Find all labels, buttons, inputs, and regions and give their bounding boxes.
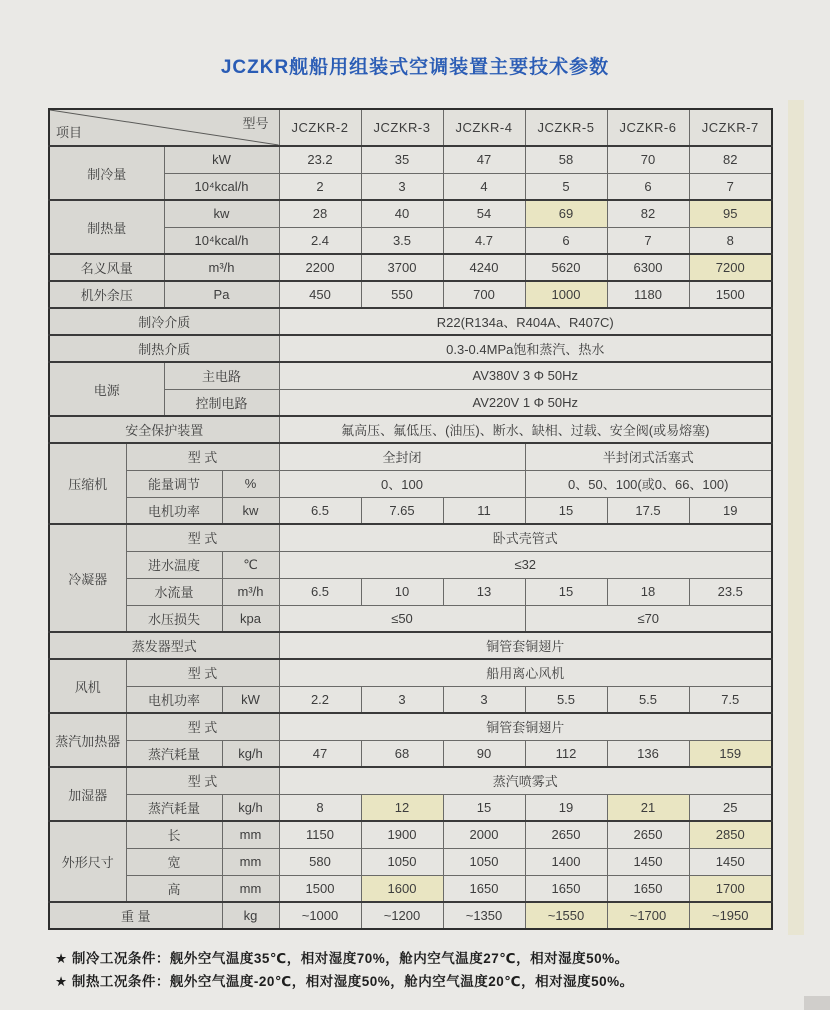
value-cell: 1400 [525, 848, 607, 875]
value-cell: 6 [607, 173, 689, 200]
value-cell: 1050 [361, 848, 443, 875]
row-label-cell: 高 [126, 875, 222, 902]
unit-cell: kw [222, 497, 279, 524]
value-cell: 4 [443, 173, 525, 200]
row-label-cell: 水压损失 [126, 605, 222, 632]
row-label-cell: 蒸汽耗量 [126, 740, 222, 767]
value-cell: ~1350 [443, 902, 525, 929]
table-row [49, 821, 772, 848]
model-header: JCZKR-3 [361, 109, 443, 146]
spec-table [48, 108, 773, 930]
value-cell: 8 [689, 227, 772, 254]
spec-table-body [49, 146, 772, 929]
value-cell: 1650 [443, 875, 525, 902]
model-header-row [49, 109, 772, 146]
row-label-cell: 电源 [49, 362, 164, 416]
value-cell: 35 [361, 146, 443, 173]
table-row [49, 740, 772, 767]
value-cell: 6.5 [279, 578, 361, 605]
row-label-cell: 蒸汽耗量 [126, 794, 222, 821]
value-cell: 69 [525, 200, 607, 227]
model-header: JCZKR-4 [443, 109, 525, 146]
value-cell: 12 [361, 794, 443, 821]
row-label-cell: 制热量 [49, 200, 164, 254]
value-cell: 5620 [525, 254, 607, 281]
value-cell: 2850 [689, 821, 772, 848]
value-cell: 7200 [689, 254, 772, 281]
model-header: JCZKR-7 [689, 109, 772, 146]
value-cell: 蒸汽喷雾式 [279, 767, 772, 794]
row-label-cell: 重 量 [49, 902, 222, 929]
table-row [49, 524, 772, 551]
value-cell: 95 [689, 200, 772, 227]
unit-cell: kW [164, 146, 279, 173]
table-row [49, 254, 772, 281]
value-cell: 70 [607, 146, 689, 173]
value-cell: 68 [361, 740, 443, 767]
value-cell: 47 [443, 146, 525, 173]
value-cell: 450 [279, 281, 361, 308]
model-header: JCZKR-2 [279, 109, 361, 146]
unit-cell: mm [222, 875, 279, 902]
value-cell: 3.5 [361, 227, 443, 254]
unit-cell: kg/h [222, 740, 279, 767]
scan-artifact-corner [804, 996, 830, 1010]
table-row [49, 875, 772, 902]
table-row [49, 632, 772, 659]
table-row [49, 902, 772, 929]
footnote-heating-condition: ★ 制热工况条件：舰外空气温度-20℃，相对湿度50%，舱内空气温度20℃，相对湿度50%。 [55, 974, 634, 989]
value-cell: 3 [361, 173, 443, 200]
row-label-cell: 控制电路 [164, 389, 279, 416]
unit-cell: mm [222, 848, 279, 875]
value-cell: 7.5 [689, 686, 772, 713]
value-cell: 1500 [689, 281, 772, 308]
value-cell: 1450 [689, 848, 772, 875]
table-row [49, 713, 772, 740]
value-cell: 1650 [525, 875, 607, 902]
value-cell: 17.5 [607, 497, 689, 524]
row-label-cell: 压缩机 [49, 443, 126, 524]
row-label-cell: 电机功率 [126, 686, 222, 713]
value-cell: 21 [607, 794, 689, 821]
value-cell: 136 [607, 740, 689, 767]
value-cell: 580 [279, 848, 361, 875]
table-row [49, 848, 772, 875]
value-cell: ≤32 [279, 551, 772, 578]
value-cell: R22(R134a、R404A、R407C) [279, 308, 772, 335]
value-cell: 0、50、100(或0、66、100) [525, 470, 772, 497]
value-cell: 1500 [279, 875, 361, 902]
table-row [49, 281, 772, 308]
value-cell: 2 [279, 173, 361, 200]
value-cell: 1050 [443, 848, 525, 875]
table-row [49, 605, 772, 632]
unit-cell: % [222, 470, 279, 497]
value-cell: 5.5 [525, 686, 607, 713]
footnote-cooling-condition: ★ 制冷工况条件：舰外空气温度35℃，相对湿度70%，舱内空气温度27℃，相对湿度50%。 [55, 951, 629, 966]
value-cell: AV380V 3 Φ 50Hz [279, 362, 772, 389]
table-row [49, 767, 772, 794]
table-row [49, 200, 772, 227]
corner-item-label: 项目 [56, 125, 83, 140]
table-row [49, 146, 772, 173]
value-cell: 15 [525, 578, 607, 605]
value-cell: 4240 [443, 254, 525, 281]
value-cell: 40 [361, 200, 443, 227]
value-cell: 卧式壳管式 [279, 524, 772, 551]
value-cell: 7 [689, 173, 772, 200]
value-cell: 8 [279, 794, 361, 821]
unit-cell: kg/h [222, 794, 279, 821]
value-cell: 15 [443, 794, 525, 821]
value-cell: 6300 [607, 254, 689, 281]
value-cell: 2.4 [279, 227, 361, 254]
value-cell: 1700 [689, 875, 772, 902]
value-cell: 2.2 [279, 686, 361, 713]
row-label-cell: 长 [126, 821, 222, 848]
value-cell: 700 [443, 281, 525, 308]
row-label-cell: 型 式 [126, 659, 279, 686]
value-cell: 47 [279, 740, 361, 767]
value-cell: 铜管套铜翅片 [279, 632, 772, 659]
table-row [49, 578, 772, 605]
value-cell: 28 [279, 200, 361, 227]
unit-cell: kw [164, 200, 279, 227]
row-label-cell: 水流量 [126, 578, 222, 605]
value-cell: 0、100 [279, 470, 525, 497]
footnotes [55, 947, 634, 993]
value-cell: 1650 [607, 875, 689, 902]
value-cell: 1150 [279, 821, 361, 848]
value-cell: 2650 [525, 821, 607, 848]
value-cell: 19 [525, 794, 607, 821]
value-cell: 6.5 [279, 497, 361, 524]
unit-cell: 10⁴kcal/h [164, 173, 279, 200]
row-label-cell: 主电路 [164, 362, 279, 389]
row-label-cell: 蒸发器型式 [49, 632, 279, 659]
value-cell: 23.2 [279, 146, 361, 173]
table-row [49, 470, 772, 497]
table-row [49, 497, 772, 524]
value-cell: 58 [525, 146, 607, 173]
row-label-cell: 制冷量 [49, 146, 164, 200]
value-cell: 1000 [525, 281, 607, 308]
row-label-cell: 名义风量 [49, 254, 164, 281]
unit-cell: kg [222, 902, 279, 929]
row-label-cell: 型 式 [126, 713, 279, 740]
row-label-cell: 外形尺寸 [49, 821, 126, 902]
value-cell: 25 [689, 794, 772, 821]
corner-cell [49, 109, 279, 146]
value-cell: 铜管套铜翅片 [279, 713, 772, 740]
unit-cell: ℃ [222, 551, 279, 578]
value-cell: ≤50 [279, 605, 525, 632]
unit-cell: m³/h [222, 578, 279, 605]
value-cell: 7.65 [361, 497, 443, 524]
row-label-cell: 电机功率 [126, 497, 222, 524]
value-cell: 船用离心风机 [279, 659, 772, 686]
value-cell: ~1200 [361, 902, 443, 929]
row-label-cell: 能量调节 [126, 470, 222, 497]
value-cell: 23.5 [689, 578, 772, 605]
value-cell: ~1000 [279, 902, 361, 929]
row-label-cell: 加湿器 [49, 767, 126, 821]
value-cell: 氟高压、氟低压、(油压)、断水、缺相、过载、安全阀(或易熔塞) [279, 416, 772, 443]
value-cell: 90 [443, 740, 525, 767]
unit-cell: mm [222, 821, 279, 848]
value-cell: 1180 [607, 281, 689, 308]
value-cell: ~1700 [607, 902, 689, 929]
value-cell: 全封闭 [279, 443, 525, 470]
value-cell: 112 [525, 740, 607, 767]
row-label-cell: 机外余压 [49, 281, 164, 308]
value-cell: 3 [361, 686, 443, 713]
value-cell: 550 [361, 281, 443, 308]
value-cell: 5 [525, 173, 607, 200]
value-cell: 7 [607, 227, 689, 254]
unit-cell: 10⁴kcal/h [164, 227, 279, 254]
value-cell: ≤70 [525, 605, 772, 632]
value-cell: 159 [689, 740, 772, 767]
row-label-cell: 宽 [126, 848, 222, 875]
unit-cell: m³/h [164, 254, 279, 281]
value-cell: 4.7 [443, 227, 525, 254]
scan-artifact-band [788, 100, 804, 935]
corner-model-label: 型号 [242, 116, 269, 131]
value-cell: 54 [443, 200, 525, 227]
table-row [49, 551, 772, 578]
row-label-cell: 风机 [49, 659, 126, 713]
row-label-cell: 制冷介质 [49, 308, 279, 335]
value-cell: 6 [525, 227, 607, 254]
value-cell: 13 [443, 578, 525, 605]
value-cell: AV220V 1 Φ 50Hz [279, 389, 772, 416]
unit-cell: kpa [222, 605, 279, 632]
value-cell: 0.3-0.4MPa饱和蒸汽、热水 [279, 335, 772, 362]
row-label-cell: 型 式 [126, 524, 279, 551]
table-row [49, 443, 772, 470]
value-cell: 半封闭式活塞式 [525, 443, 772, 470]
value-cell: 3 [443, 686, 525, 713]
unit-cell: Pa [164, 281, 279, 308]
value-cell: 2650 [607, 821, 689, 848]
row-label-cell: 型 式 [126, 767, 279, 794]
table-row [49, 362, 772, 389]
value-cell: 82 [689, 146, 772, 173]
value-cell: 1600 [361, 875, 443, 902]
table-row [49, 659, 772, 686]
value-cell: 1900 [361, 821, 443, 848]
table-row [49, 308, 772, 335]
value-cell: 19 [689, 497, 772, 524]
row-label-cell: 安全保护装置 [49, 416, 279, 443]
value-cell: 2000 [443, 821, 525, 848]
value-cell: 18 [607, 578, 689, 605]
value-cell: ~1950 [689, 902, 772, 929]
table-row [49, 416, 772, 443]
row-label-cell: 进水温度 [126, 551, 222, 578]
row-label-cell: 冷凝器 [49, 524, 126, 632]
value-cell: 3700 [361, 254, 443, 281]
value-cell: 5.5 [607, 686, 689, 713]
table-row [49, 794, 772, 821]
row-label-cell: 蒸汽加热器 [49, 713, 126, 767]
table-row [49, 686, 772, 713]
value-cell: 2200 [279, 254, 361, 281]
value-cell: 1450 [607, 848, 689, 875]
unit-cell: kW [222, 686, 279, 713]
value-cell: 11 [443, 497, 525, 524]
value-cell: 10 [361, 578, 443, 605]
value-cell: 82 [607, 200, 689, 227]
model-header: JCZKR-6 [607, 109, 689, 146]
row-label-cell: 型 式 [126, 443, 279, 470]
page-title: JCZKR舰船用组装式空调装置主要技术参数 [220, 57, 610, 78]
value-cell: ~1550 [525, 902, 607, 929]
table-row [49, 335, 772, 362]
value-cell: 15 [525, 497, 607, 524]
model-header: JCZKR-5 [525, 109, 607, 146]
row-label-cell: 制热介质 [49, 335, 279, 362]
